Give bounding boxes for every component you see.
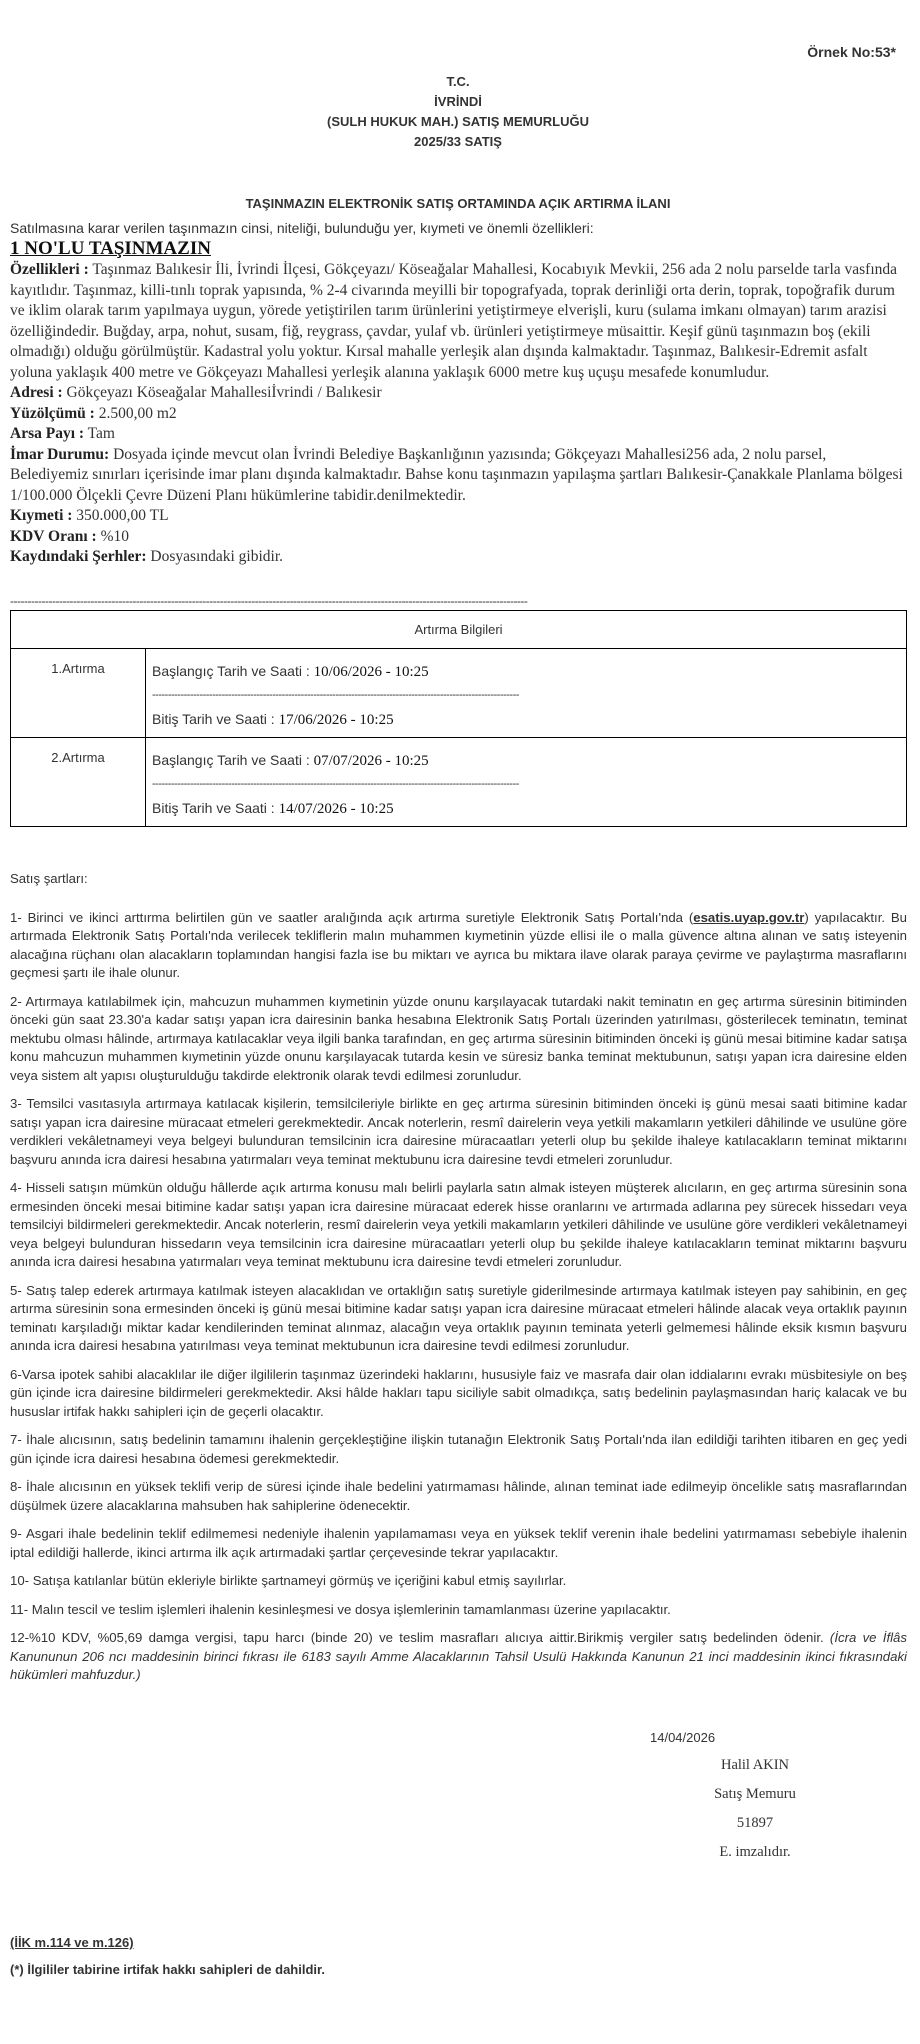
start-value: 07/07/2026 - 10:25 [313,753,429,769]
law-reference: (İİK m.114 ve m.126) [10,1935,134,1950]
start-label: Başlangıç Tarih ve Saati : [152,752,310,768]
signature-date: 14/04/2026 [650,1730,716,1745]
auction-times [146,649,907,738]
condition-11: 11- Malın tescil ve teslim işlemleri ihalenin kesinleşmesi ve dosya işlemlerinin tamamlanması üzerine yapılacaktır. [10,1601,671,1617]
auction-table-header: Artırma Bilgileri [11,611,907,649]
address-value: Gökçeyazı Köseağalar Mahallesiİvrindi / Balıkesir [66,384,382,401]
share-label: Arsa Payı : [10,425,85,442]
condition-1-text: 1- Birinci ve ikinci arttırma belirtilen gün ve saatler aralığında açık artırma suretiyle Elektronik Satış Portalı'nda ( [10,909,694,925]
condition-6: 6-Varsa ipotek sahibi alacaklılar ile diğer ilgililerin taşınmaz üzerindeki haklarını, hususiyle faiz ve masrafa dair olan iddialarını evrakı müsbitesiyle on beş gün içinde icra dairesine bildirmeleri gerekmektedir. Aksi hâlde hakları tapu siciliyle sabit olmadıkça, satış bedelinin paylaşmasından hariç kalacak ve bu hususlar irtifak hakkı sahipleri için de geçerli olacaktır. [10,1366,907,1419]
auction-name: 1.Artırma [11,649,146,738]
condition-3: 3- Temsilci vasıtasıyla artırmaya katılacak kişilerin, temsilcileriyle birlikte en geç artırma süresinin bitiminden önceki iş günü mesai saati bitimine kadar satışı yapan icra dairesine müracaat etmeleri gerekmektedir. Ancak noterlerin, resmî dairelerin veya yetkili makamların yetkileri dâhilinde ve usulüne göre verdikleri vekâletnameyi veya belgeyi bulunduran temsilcinin icra dairesine müracaatları yeterli olup bu şekilde ihaleye katılacakların teminat miktarını başvuru anında icra dairesi hesabına yatırmaları veya teminat mektubunu icra dairesine tevdi etmeleri zorunludur. [10,1096,907,1167]
separator-line: ---------------------------------------------------------------------------------------------------------------------------------------------------- [10,594,528,608]
e-signature-note: E. imzalıdır. [719,1844,791,1860]
condition-10: 10- Satışa katılanlar bütün ekleriyle birlikte şartnameyi görmüş ve içeriğini kabul etmiş sayılırlar. [10,1573,567,1588]
property-details [10,260,906,568]
condition-12-text: 12-%10 KDV, %05,69 damga vergisi, tapu harcı (binde 20) ve teslim masrafları alıcıya aittir.Birikmiş vergiler satış bedelinden ödenir. [10,1630,824,1645]
conditions-title: Satış şartları: [10,871,88,886]
intro-text: Satılmasına karar verilen taşınmazın cinsi, niteliği, bulunduğu yer, kıymeti ve önemli özellikleri: [10,220,594,236]
annotations-value: Dosyasındaki gibidir. [150,548,283,565]
end-value: 14/07/2026 - 10:25 [278,801,394,817]
inner-separator: -------------------------------------------------------------------------------------------------------------------- [152,778,519,790]
features-value: Taşınmaz Balıkesir İli, İvrindi İlçesi, Gökçeyazı/ Köseağalar Mahallesi, Kocabıyık Mevkii, 256 ada 2 nolu parselde tarla vasfında kayıtlıdır. Taşınmaz, killi-tınlı toprak yapısında, % 2-4 civarında meyilli bir topografyada, toprak derinliği orta derin, toprak, topoğrafik durum ve iklim olarak tarım yapılmaya uygun, yörede yetiştirilen tarım ürünlerini yetiştirmeye elverişli, kuru (sulama imkanı olmayan) tarım arazisi özelliğindedir. Buğday, arpa, nohut, susam, fiğ, reygrass, çavdar, yulaf vb. ürünleri yetiştirmeye müsaittir. Keşif günü taşınmazın boş (ekili olmadığı) olduğu görülmüştür. Kadastral yolu yoktur. Kırsal mahalle yerleşik alan dışında kalmaktadır. Taşınmaz, Balıkesir-Edremit asfalt yoluna yaklaşık 400 metre ve Gökçeyazı Mahallesi yerleşik alanına yaklaşık 6000 metre kuş uçuşu mesafede konumludur. [10,261,898,381]
header-file-no: 2025/33 SATIŞ [414,134,502,149]
inner-separator: -------------------------------------------------------------------------------------------------------------------- [152,689,519,701]
auction-start [152,742,900,778]
condition-4: 4- Hisseli satışın mümkün olduğu hâllerde açık artırma konusu malı belirli paylarla satın almak isteyen müşterek alıcıların, en geç artırma süresinin sona ermesinden önceki mesai bitimine kadar satışı yapan icra dairesine müracaat ederek hisse oranlarını ve artırmada adlarına pey sürecek hissedarı veya temsilciyi bildirmeleri gerekmektedir. Ancak noterlerin, resmî dairelerin veya yetkili makamların yetkileri dâhilinde ve usulüne göre verdikleri vekâletnameyi veya belgeyi bulunduran hissedarın veya temsilcinin icra dairesine müracaatları yeterli olup bu şekilde ihaleye katılacakların teminat miktarını başvuru anında icra dairesi hesabına yatırmaları veya teminat mektubunu icra dairesine tevdi etmeleri zorunludur. [10,1180,907,1269]
condition-1 [10,909,907,983]
start-label: Başlangıç Tarih ve Saati : [152,663,310,679]
signer-title: Satış Memuru [714,1786,796,1802]
auction-times [146,738,907,827]
table-row [11,738,907,827]
features-label: Özellikleri : [10,261,89,278]
property-value [10,506,906,527]
header-city: İVRİNDİ [434,94,482,109]
share-value: Tam [87,425,115,442]
zoning-value: Dosyada içinde mevcut olan İvrindi Belediye Başkanlığının yazısında; Gökçeyazı Mahallesi256 ada, 2 nolu parsel, Belediyemiz sınırları içerisinde imar planı dışında kalmaktadır. Bahse konu taşınmazın yapılaşma şartları Balıkesir-Çanakkale Planlama bölgesi 1/100.000 Ölçekli Çevre Düzeni Planı hükümlerine tabidir.denilmektedir. [10,445,903,504]
value-amount: 350.000,00 TL [76,507,169,524]
header-tc: T.C. [446,74,470,89]
property-vat [10,527,906,548]
start-value: 10/06/2026 - 10:25 [313,664,429,680]
auction-table [10,610,907,827]
signer-name: Halil AKIN [720,1757,790,1773]
vat-value: %10 [100,527,129,545]
area-label: Yüzölçümü : [10,404,95,422]
property-title: 1 NO'LU TAŞINMAZIN [10,238,211,259]
value-label: Kıymeti : [10,507,73,524]
condition-12-note: (İcra ve İflâs Kanununun 206 ncı maddesinin birinci fıkrası ile 6183 sayılı Amme Alacaklarının Tahsil Usulü Hakkında Kanunun 21 inci maddesinin ikinci fıkrasındaki hükümleri mahfuzdur.) [10,1630,907,1682]
condition-2: 2- Artırmaya katılabilmek için, mahcuzun muhammen kıymetinin yüzde onunu karşılayacak tutardaki nakit teminatın en geç artırma süresinin bitiminden önceki gün saat 23.30'a kadar satışı yapan icra dairesinin banka hesabına Elektronik Satış Portalı üzerinden yatırılması, gösterilecek teminatın, teminat mektubu olması hâlinde, artırmaya katılacaklar veya ilgili banka tarafından, en geç artırma süresinin bitiminden önceki iş günü mesai bitimine kadar satışa konu mahcuzun muhammen kıymetinin yüzde onunu karşılayacak tutarda kesin ve süresiz banka teminat mektubunun, satışı yapan icra dairesine elden veya sistem alt yapısı oluşturulduğu takdirde elektronik olarak tevdi edilmesi zorunludur. [10,993,907,1083]
area-value: 2.500,00 m2 [98,404,177,422]
condition-5: 5- Satış talep ederek artırmaya katılmak isteyen alacaklıdan ve ortaklığın satış suretiyle giderilmesinde artırmaya katılmak isteyen pay sahibinin, en geç artırma süresinin sona ermesinden önceki iş günü mesai bitimine kadar satışı yapan icra dairesine müracaat etmeleri hâlinde alacak veya ortaklık payının teminatı karşıladığı miktar kadar kendilerinden teminat alınmaz, alacağın veya ortaklık payının teminata yeterli gelmemesi hâlinde eksik kısmın başvuru anında icra dairesi hesabına yatırılması veya teminat mektubunun icra dairesine tevdi edilmesi zorunludur. [10,1282,907,1353]
property-area [10,404,906,425]
condition-9: 9- Asgari ihale bedelinin teklif edilmemesi nedeniyle ihalenin yapılamaması veya en yüksek teklif verenin ihale bedelini yatırmaması sebebiyle ihalenin iptal edildiği hallerde, ikinci artırma ilk açık artırmadaki şartlar çerçevesinde tekrar yapılacaktır. [10,1526,907,1560]
property-address [10,383,906,404]
condition-1-rest: ) yapılacaktır. Bu artırmada Elektronik Satış Portalı'nda verilecek tekliflerin malın muhammen kıymetinin yüzde ellisi ile o malla güvence altına alınan ve satış isteyenin alacağına rüçhanı olan alacakların toplamından hangisi fazla ise bu miktarı ve ayrıca bu miktara ilave olarak paraya çevirme ve paylaştırma masraflarını geçmesi şartı ile ihale olunur. [10,909,907,980]
vat-label: KDV Oranı : [10,527,97,545]
address-label: Adresi : [10,384,63,401]
footnote: (*) İlgililer tabirine irtifak hakkı sahipleri de dahildir. [10,1962,325,1977]
end-value: 17/06/2026 - 10:25 [278,712,394,728]
notice-title: TAŞINMAZIN ELEKTRONİK SATIŞ ORTAMINDA AÇIK ARTIRMA İLANI [245,196,671,211]
end-label: Bitiş Tarih ve Saati : [152,800,275,816]
condition-8: 8- İhale alıcısının en yüksek teklifi verip de süresi içinde ihale bedelini yatırmaması hâlinde, alınan teminat iade edilmeyip öncelikle satış masraflarından düşülmek üzere alacaklarına mahsuben hak sahiplerine ödenecektir. [10,1479,907,1513]
property-annotations [10,547,906,568]
header-office: (SULH HUKUK MAH.) SATIŞ MEMURLUĞU [327,114,589,129]
end-label: Bitiş Tarih ve Saati : [152,711,275,727]
property-features [10,260,906,383]
condition-12 [10,1629,907,1685]
esatis-link[interactable]: esatis.uyap.gov.tr [693,909,805,925]
zoning-label: İmar Durumu: [10,445,110,463]
table-row [11,649,907,738]
property-share [10,424,906,445]
auction-end [152,701,900,737]
property-zoning [10,445,906,507]
signer-number: 51897 [736,1815,774,1831]
sample-number: Örnek No:53* [807,44,896,60]
condition-7: 7- İhale alıcısının, satış bedelinin tamamını ihalenin gerçekleştiğine ilişkin tutanağın Elektronik Satış Portalı'nda ilan edildiği tarihten itibaren en geç yedi gün içinde icra dairesi hesabına ödemesi gerekmektedir. [10,1432,907,1466]
auction-name: 2.Artırma [11,738,146,827]
auction-start [152,653,900,689]
auction-end [152,790,900,826]
sale-conditions [10,870,907,1695]
annotations-label: Kaydındaki Şerhler: [10,548,147,565]
